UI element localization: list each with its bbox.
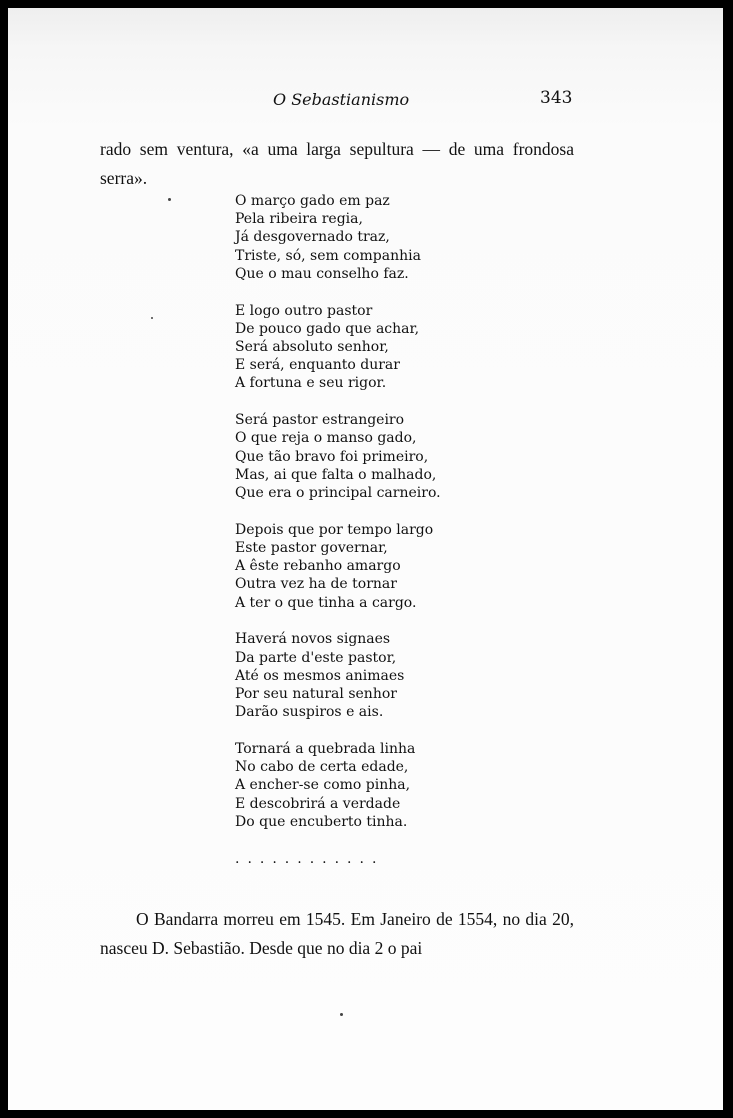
book-page	[8, 8, 723, 1110]
verse: Outra vez ha de tornar	[235, 576, 397, 593]
verse: A fortuna e seu rigor.	[235, 375, 387, 392]
verse: A ter o que tinha a cargo.	[235, 594, 417, 611]
stanza-3	[235, 411, 441, 502]
print-speck	[168, 198, 171, 201]
verse: E descobrirá a verdade	[235, 795, 401, 812]
stanza-2	[235, 302, 441, 393]
verse: Depois que por tempo largo	[235, 521, 434, 538]
verse: A êste rebanho amargo	[235, 558, 401, 575]
stanza-5	[235, 630, 441, 721]
stanza-6	[235, 740, 441, 831]
verse: De pouco gado que achar,	[235, 320, 420, 337]
verse: Já desgovernado traz,	[235, 229, 390, 246]
verse: A encher-se como pinha,	[235, 777, 411, 794]
verse: Triste, só, sem companhia	[235, 247, 421, 264]
verse: Haverá novos signaes	[235, 631, 391, 648]
verse: Darão suspiros e ais.	[235, 704, 384, 721]
verse: E será, enquanto durar	[235, 357, 400, 374]
verse: O que reja o manso gado,	[235, 430, 417, 447]
print-speck	[151, 317, 153, 319]
verse: Até os mesmos animaes	[235, 667, 405, 684]
poem-ellipsis: ............	[235, 850, 385, 867]
verse: Este pastor governar,	[235, 540, 388, 557]
verse: Que tão bravo foi primeiro,	[235, 448, 429, 465]
page-number: 343	[540, 88, 573, 108]
verse: Que o mau conselho faz.	[235, 265, 409, 282]
running-head	[8, 88, 723, 116]
verse: Será absoluto senhor,	[235, 339, 389, 356]
print-speck	[340, 1013, 343, 1016]
verse: E logo outro pastor	[235, 302, 373, 319]
verse: O março gado em paz	[235, 193, 390, 209]
stanza-4	[235, 521, 441, 612]
verse: Mas, ai que falta o malhado,	[235, 466, 437, 483]
verse: Será pastor estrangeiro	[235, 412, 405, 429]
verse: No cabo de certa edade,	[235, 759, 409, 776]
verse: Por seu natural senhor	[235, 686, 397, 703]
poem	[235, 192, 441, 868]
running-title: O Sebastianismo	[273, 90, 410, 109]
opening-paragraph: rado sem ventura, «a uma larga sepultura — de uma frondosa serra».	[100, 139, 574, 188]
verse: Que era o principal carneiro.	[235, 485, 441, 502]
stanza-1	[235, 192, 441, 283]
verse: Da parte d'este pastor,	[235, 649, 397, 666]
verse: Do que encuberto tinha.	[235, 813, 408, 830]
closing-paragraph: O Bandarra morreu em 1545. Em Janeiro de 1554, no dia 20, nasceu D. Sebastião. Desde que no dia 2 o pai	[100, 909, 574, 958]
verse: Tornará a quebrada linha	[235, 741, 416, 758]
verse: Pela ribeira regia,	[235, 211, 363, 228]
